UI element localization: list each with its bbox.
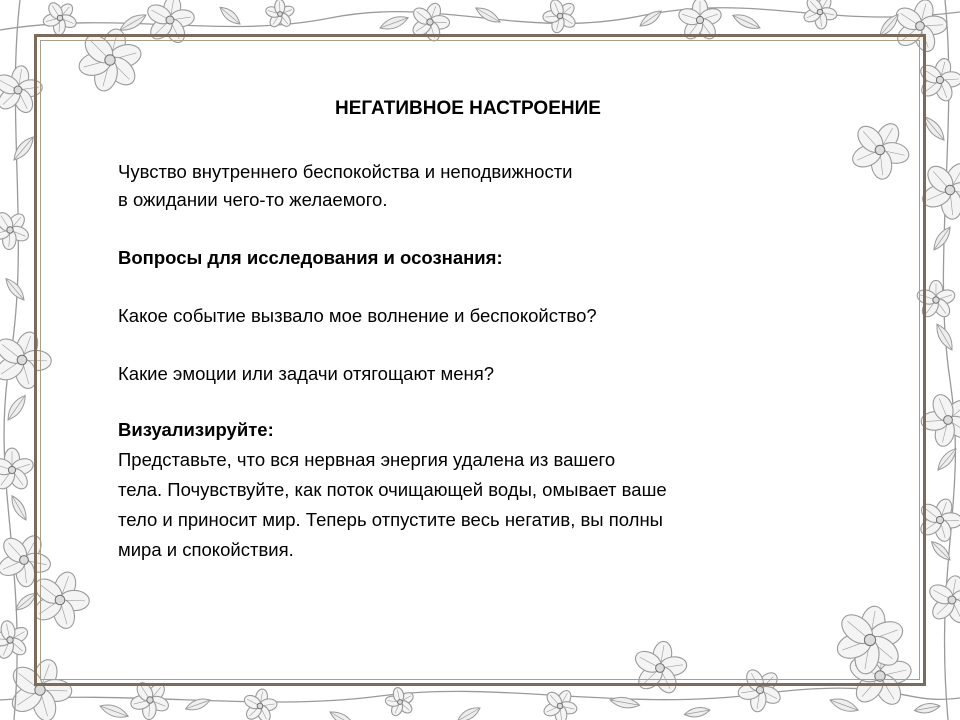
intro-line-2: в ожидании чего-то желаемого. — [118, 189, 388, 210]
visualize-line-4: мира и спокойствия. — [118, 539, 294, 560]
visualize-line-1: Представьте, что вся нервная энергия удалена из вашего — [118, 449, 616, 470]
visualize-line-3: тело и приносит мир. Теперь отпустите весь негатив, вы полны — [118, 509, 663, 530]
question-1: Какое событие вызвало мое волнение и беспокойство? — [118, 305, 597, 326]
intro-line-1: Чувство внутреннего беспокойства и неподвижности — [118, 161, 573, 182]
questions-heading: Вопросы для исследования и осознания: — [118, 247, 503, 268]
visualize-heading: Визуализируйте: — [118, 419, 274, 440]
question-2: Какие эмоции или задачи отягощают меня? — [118, 363, 495, 384]
visualize-line-2: тела. Почувствуйте, как поток очищающей воды, омывает ваше — [118, 479, 667, 500]
slide-title: НЕГАТИВНОЕ НАСТРОЕНИЕ — [335, 98, 601, 119]
